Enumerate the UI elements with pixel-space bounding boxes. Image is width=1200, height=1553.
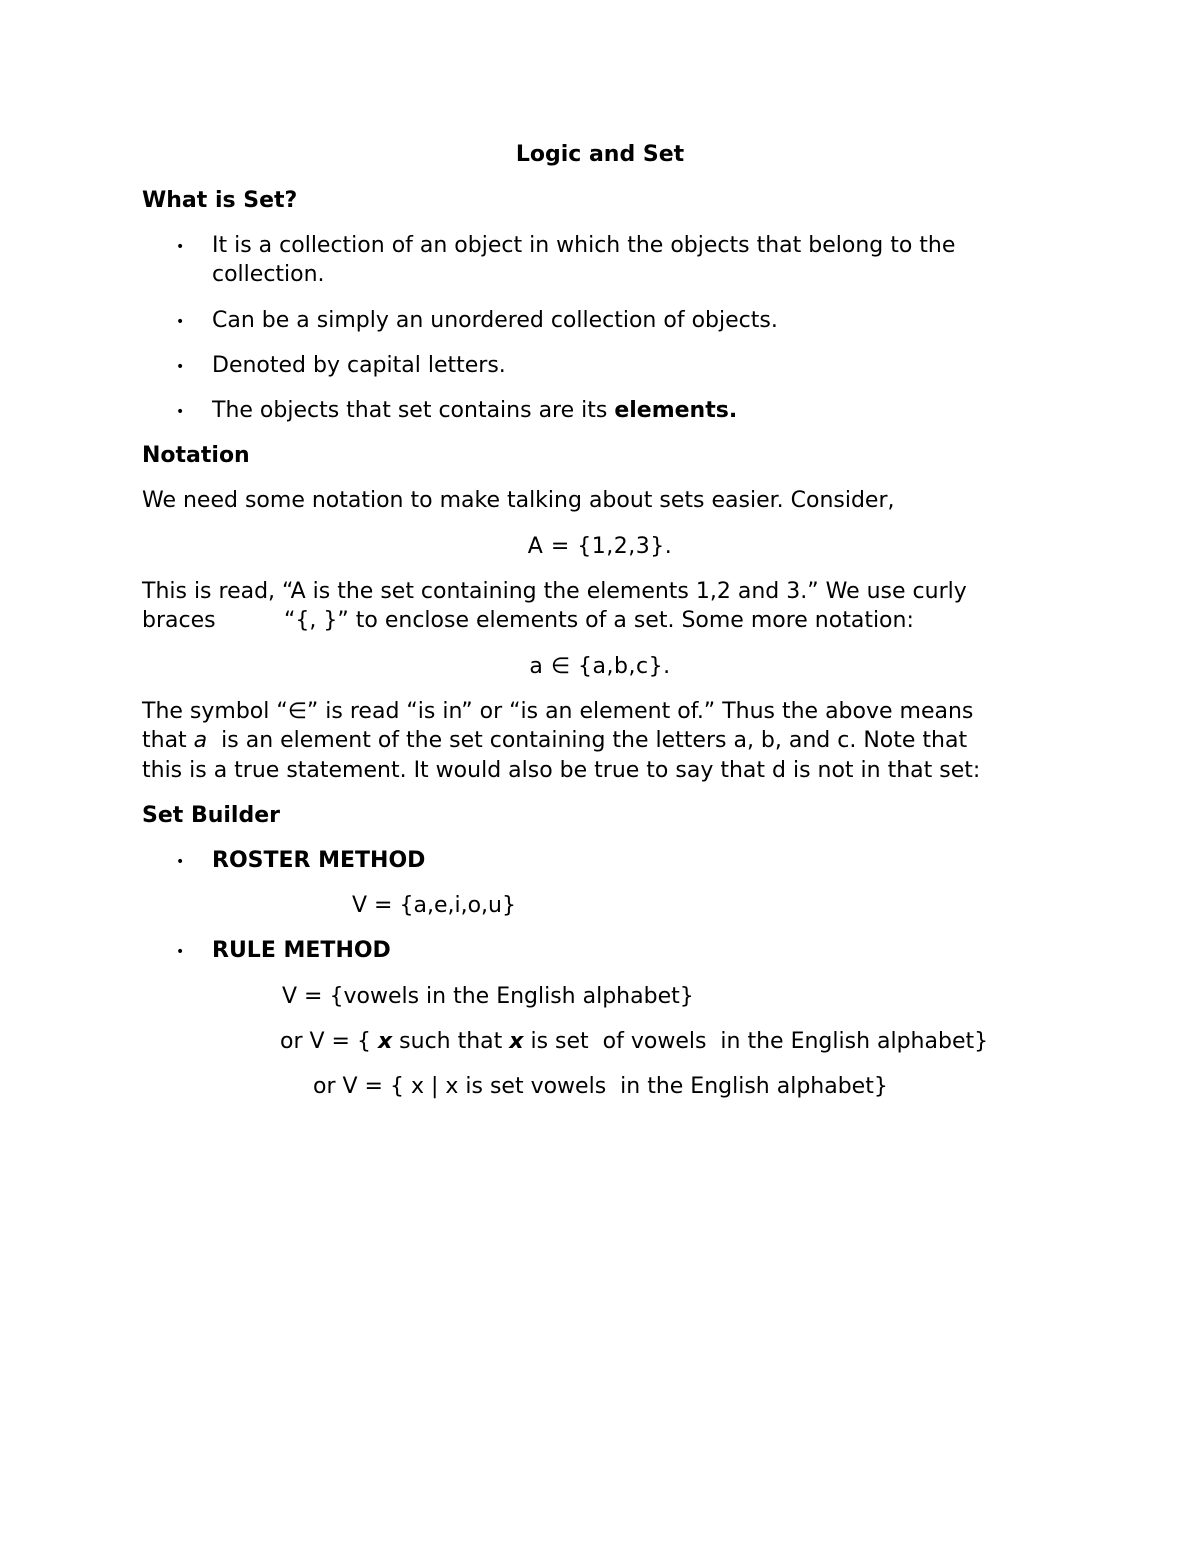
roster-example: V = {a,e,i,o,u} <box>352 893 516 918</box>
heading-set-builder: Set Builder <box>142 803 280 828</box>
bullet-icon: • <box>176 359 185 375</box>
list-item-line: collection. <box>212 262 325 287</box>
bullet-icon: • <box>176 854 185 870</box>
paragraph-text: is an element of the set containing the letters a, b, and c. Note that <box>207 728 968 753</box>
bullet-icon: • <box>176 944 185 960</box>
paragraph-line <box>142 726 967 756</box>
rule-text: is set of vowels in the English alphabet} <box>523 1029 989 1054</box>
paragraph-notation-intro: We need some notation to make talking about sets easier. Consider, <box>142 488 895 513</box>
paragraph-line: this is a true statement. It would also be true to say that d is not in that set: <box>142 758 981 783</box>
list-item-text: The objects that set contains are its <box>212 398 615 423</box>
rule-example <box>280 1027 988 1057</box>
italic-variable: a <box>193 728 208 753</box>
rule-method-label: RULE METHOD <box>212 938 391 963</box>
list-item: Denoted by capital letters. <box>212 353 506 378</box>
paragraph-line: “{, }” to enclose elements of a set. Some more notation: <box>284 608 914 633</box>
rule-example: or V = { x | x is set vowels in the English alphabet} <box>313 1074 888 1099</box>
paragraph-line: braces <box>142 608 216 633</box>
list-item-line: It is a collection of an object in which the objects that belong to the <box>212 233 956 258</box>
bullet-icon: • <box>176 404 185 420</box>
example-set-a: A = {1,2,3}. <box>527 534 673 559</box>
rule-example: V = {vowels in the English alphabet} <box>282 984 694 1009</box>
rule-text: or V = { <box>280 1029 378 1054</box>
paragraph-text: that <box>142 728 194 753</box>
paragraph-line: The symbol “∈” is read “is in” or “is an element of.” Thus the above means <box>142 699 974 724</box>
italic-variable: x <box>509 1029 524 1054</box>
list-item-bold-term: elements. <box>614 398 738 423</box>
italic-variable: x <box>377 1029 393 1054</box>
paragraph-line: This is read, “A is the set containing the elements 1,2 and 3.” We use curly <box>142 579 967 604</box>
list-item <box>212 396 737 426</box>
bullet-icon: • <box>176 314 185 330</box>
example-membership: a ∈ {a,b,c}. <box>529 654 671 679</box>
document-title: Logic and Set <box>515 142 685 167</box>
list-item: Can be a simply an unordered collection of objects. <box>212 308 778 333</box>
heading-notation: Notation <box>142 443 250 468</box>
roster-method-label: ROSTER METHOD <box>212 848 426 873</box>
heading-what-is-set: What is Set? <box>142 188 298 213</box>
bullet-icon: • <box>176 239 185 255</box>
rule-text: such that <box>392 1029 510 1054</box>
